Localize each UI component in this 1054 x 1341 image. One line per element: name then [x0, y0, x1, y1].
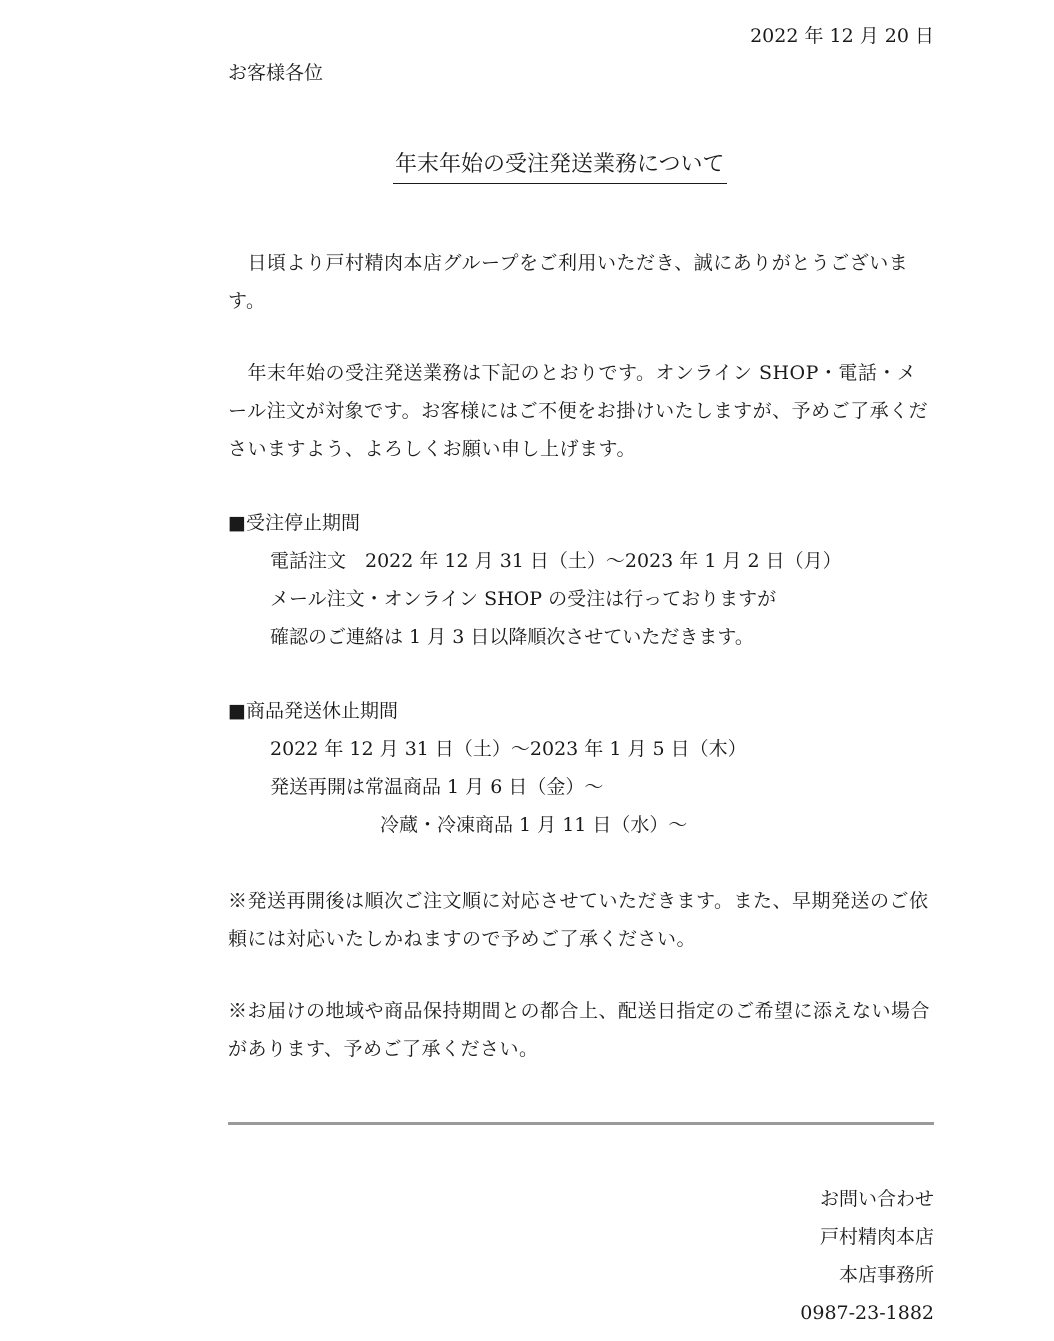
note-delivery-date: ※お届けの地域や商品保持期間との都合上、配送日指定のご希望に添えない場合があります、予めご了承ください。 [228, 1000, 931, 1060]
shipping-stop-line: 2022 年 12 月 31 日（土）～2023 年 1 月 5 日（木） [270, 738, 747, 760]
order-stop-line: 電話注文 2022 年 12 月 31 日（土）～2023 年 1 月 2 日（月） [270, 550, 842, 572]
notice-paragraph: 年末年始の受注発送業務は下記のとおりです。オンライン SHOP・電話・メール注文が対象です。お客様にはご不便をお掛けいたしますが、予めご了承くださいますよう、よろしくお願い申し上げます。 [228, 362, 929, 460]
greeting: お客様各位 [228, 62, 324, 84]
note-shipping-order: ※発送再開後は順次ご注文順に対応させていただきます。また、早期発送のご依頼には対応いたしかねますので予めご了承ください。 [228, 890, 929, 950]
contact-label: お問い合わせ [819, 1188, 934, 1210]
order-stop-line: メール注文・オンライン SHOP の受注は行っておりますが [270, 588, 777, 610]
shipping-stop-line: 発送再開は常温商品 1 月 6 日（金）～ [270, 776, 604, 798]
order-stop-heading: ■受注停止期間 [228, 512, 360, 534]
contact-phone: 0987-23-1882 [800, 1302, 934, 1324]
shipping-stop-line: 冷蔵・冷凍商品 1 月 11 日（水）～ [380, 814, 688, 836]
contact-office: 本店事務所 [838, 1264, 934, 1286]
intro-paragraph: 日頃より戸村精肉本店グループをご利用いただき、誠にありがとうございます。 [228, 252, 909, 312]
order-stop-line: 確認のご連絡は 1 月 3 日以降順次させていただきます。 [270, 626, 754, 648]
contact-store: 戸村精肉本店 [819, 1226, 934, 1248]
document-date: 2022 年 12 月 20 日 [750, 25, 934, 47]
shipping-stop-heading: ■商品発送休止期間 [228, 700, 398, 722]
document-title: 年末年始の受注発送業務について [393, 147, 727, 184]
divider [228, 1122, 934, 1125]
